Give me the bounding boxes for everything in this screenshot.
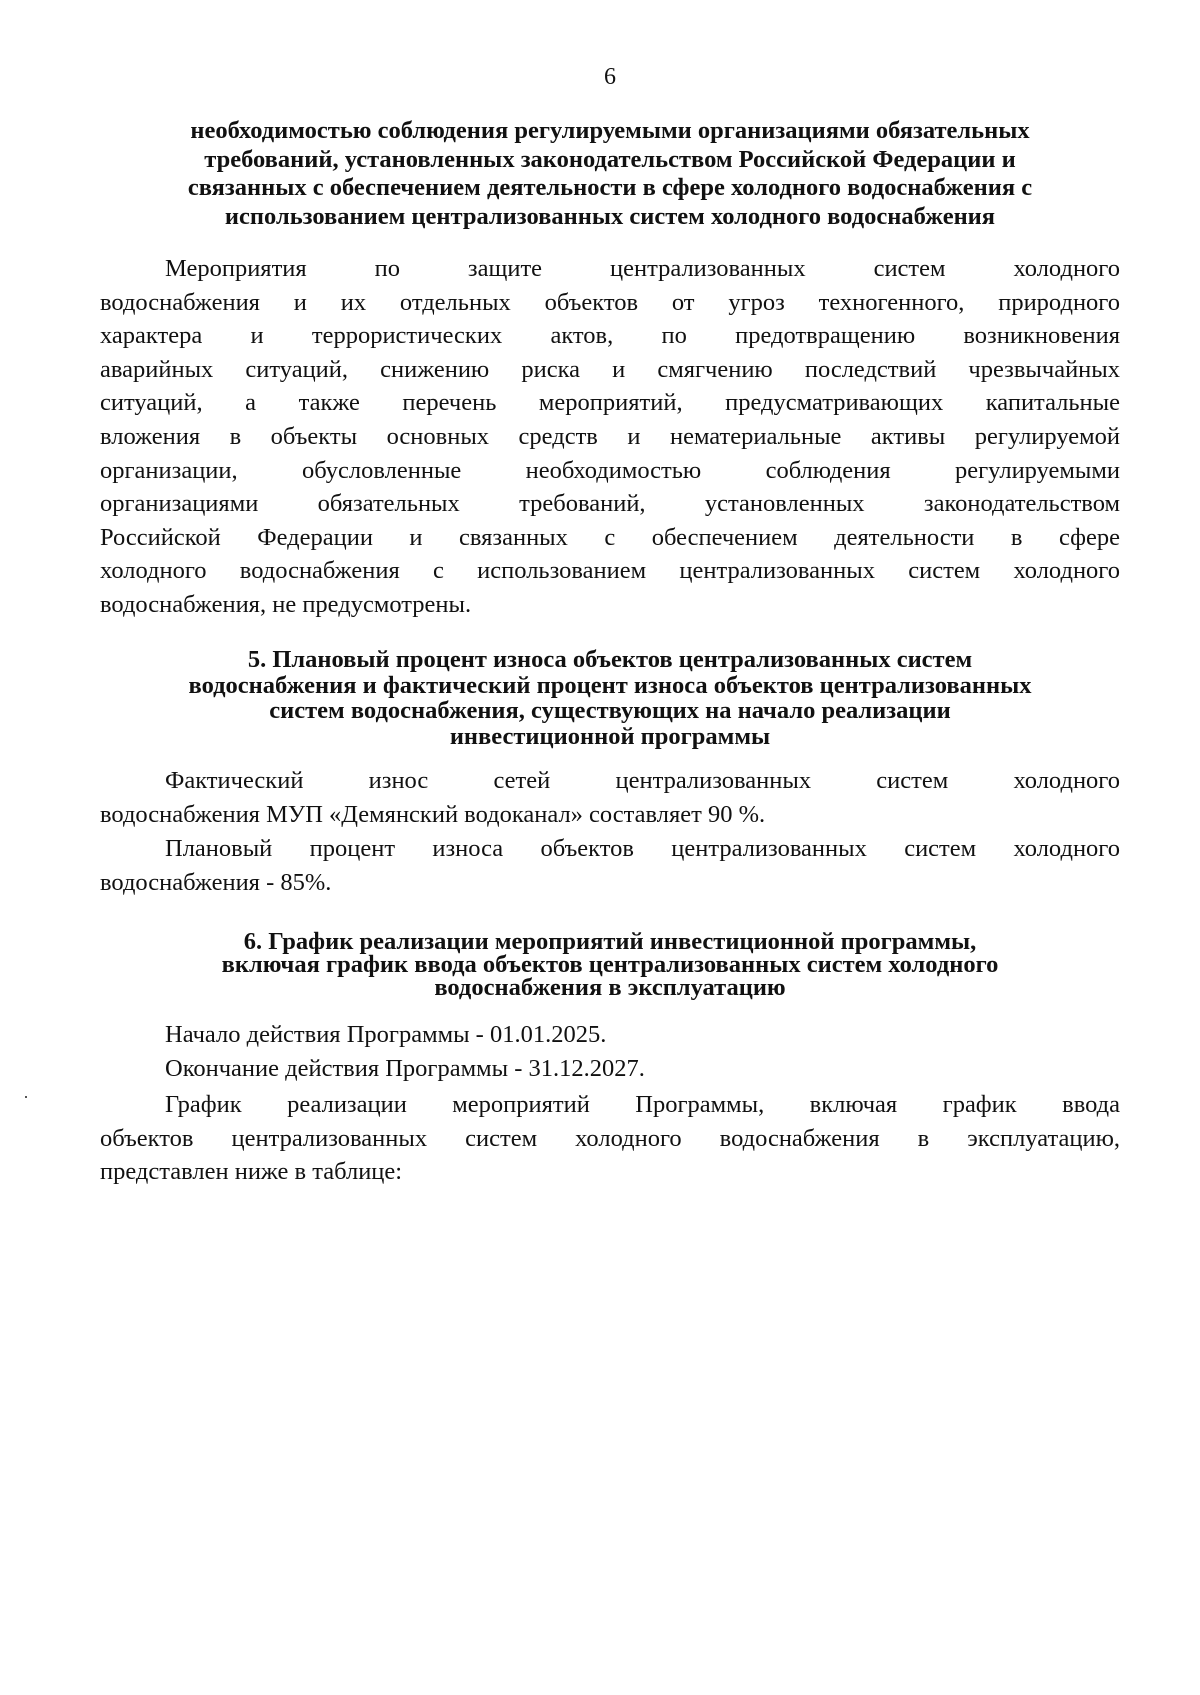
paragraph-line: холодного водоснабжения с использованием централизованных систем холодного <box>100 557 1120 585</box>
heading-section-5 <box>100 647 1120 749</box>
paragraph-line: водоснабжения - 85%. <box>100 868 332 896</box>
heading-line: необходимостью соблюдения регулируемыми организациями обязательных <box>190 117 1030 144</box>
paragraph-line: вложения в объекты основных средств и нематериальные активы регулируемой <box>100 422 1120 450</box>
paragraph-line: аварийных ситуаций, снижению риска и смягчению последствий чрезвычайных <box>100 355 1120 383</box>
page-number: 6 <box>604 64 616 90</box>
scan-dot <box>25 1096 27 1098</box>
heading-line: использованием централизованных систем холодного водоснабжения <box>224 202 996 230</box>
paragraph-program-end <box>100 1052 1120 1086</box>
paragraph-line: ситуаций, а также перечень мероприятий, предусматривающих капитальные <box>100 389 1120 417</box>
heading-line: связанных с обеспечением деятельности в сфере холодного водоснабжения с <box>187 174 1033 201</box>
heading-line: водоснабжения в эксплуатацию <box>434 974 786 1001</box>
heading-line: водоснабжения и фактический процент износа объектов централизованных <box>188 671 1032 699</box>
paragraph-line: водоснабжения и их отдельных объектов от угроз техногенного, природного <box>100 288 1120 316</box>
paragraph-line: Окончание действия Программы - 31.12.2027. <box>165 1055 645 1082</box>
paragraph-planned-wear <box>100 832 1120 899</box>
paragraph-line: характера и террористических актов, по предотвращению возникновения <box>100 322 1120 350</box>
paragraph-line: Начало действия Программы - 01.01.2025. <box>165 1021 607 1048</box>
paragraph-program-start <box>100 1018 1120 1052</box>
heading-line: инвестиционной программы <box>449 722 771 750</box>
paragraph-line: организациями обязательных требований, установленных законодательством <box>100 490 1120 518</box>
paragraph-line: Плановый процент износа объектов централизованных систем холодного <box>165 835 1120 862</box>
heading-line: 5. Плановый процент износа объектов централизованных систем <box>247 646 973 673</box>
paragraph-line: водоснабжения МУП «Демянский водоканал» составляет 90 %. <box>100 800 766 828</box>
heading-line: включая график ввода объектов централизованных систем холодного <box>221 951 999 978</box>
heading-section-6 <box>100 930 1120 999</box>
paragraph-measures <box>100 252 1120 622</box>
paragraph-line: водоснабжения, не предусмотрены. <box>100 590 472 618</box>
paragraph-line: Российской Федерации и связанных с обеспечением деятельности в сфере <box>100 523 1120 551</box>
paragraph-actual-wear <box>100 764 1120 831</box>
paragraph-line: Мероприятия по защите централизованных систем холодного <box>165 255 1120 282</box>
heading-line: требований, установленных законодательством Российской Федерации и <box>204 145 1016 173</box>
paragraph-line: объектов централизованных систем холодного водоснабжения в эксплуатацию, <box>100 1124 1120 1152</box>
heading-line: систем водоснабжения, существующих на начало реализации <box>269 697 951 724</box>
heading-line: 6. График реализации мероприятий инвестиционной программы, <box>243 928 977 955</box>
paragraph-line: представлен ниже в таблице: <box>100 1158 403 1186</box>
heading-continued <box>100 117 1120 231</box>
paragraph-line: Фактический износ сетей централизованных систем холодного <box>165 767 1120 794</box>
paragraph-schedule <box>100 1088 1120 1189</box>
paragraph-line: организации, обусловленные необходимостью соблюдения регулируемыми <box>100 456 1120 484</box>
paragraph-line: График реализации мероприятий Программы, включая график ввода <box>165 1091 1120 1118</box>
